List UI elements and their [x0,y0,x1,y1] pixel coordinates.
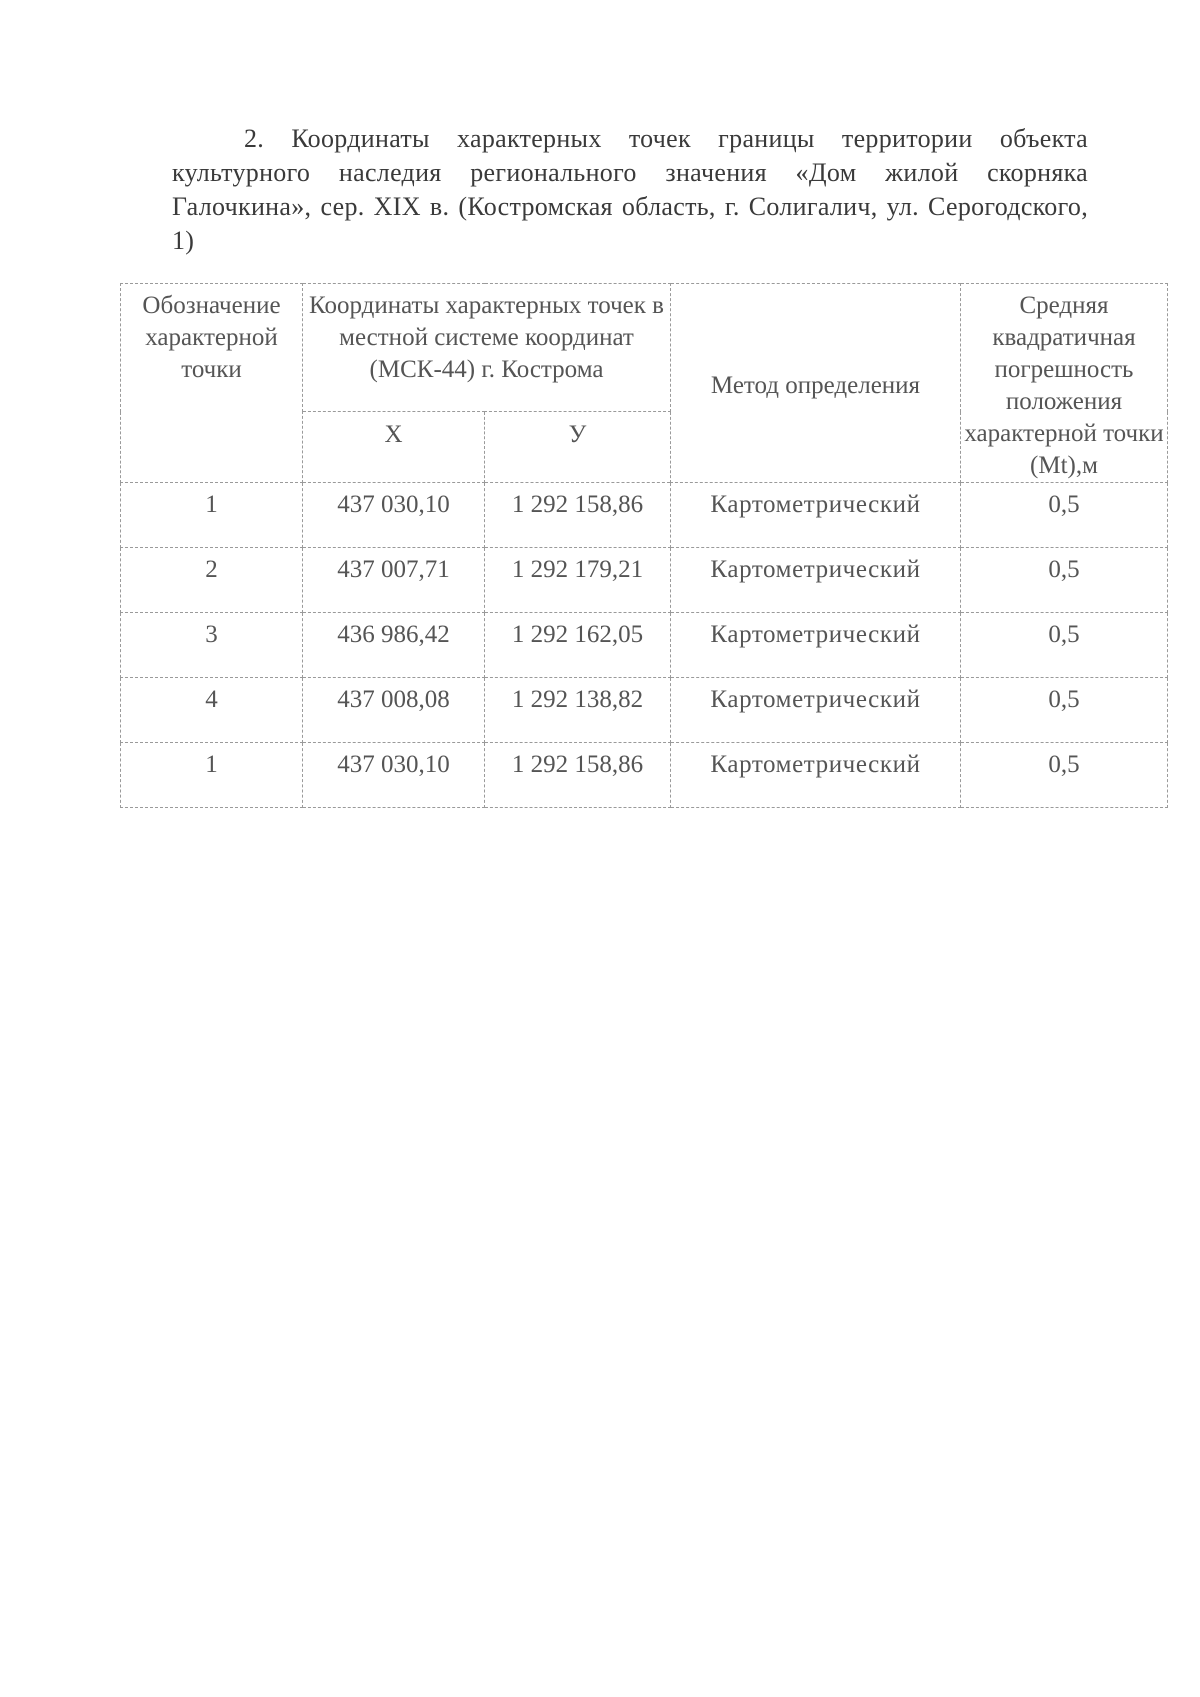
cell-accuracy: 0,5 [961,548,1168,613]
table-row [121,483,1168,548]
table-row [121,743,1168,808]
cell-y: 1 292 179,21 [485,548,671,613]
cell-x: 437 008,08 [303,678,485,743]
cell-method: Картометрический [671,483,961,548]
cell-accuracy: 0,5 [961,483,1168,548]
header-accuracy: Средняя квадратичная погрешность положения характерной точки (Mt),м [961,284,1168,483]
intro-text: 2. Координаты характерных точек границы территории объекта культурного наследия регионального значения «Дом жилой скорняка Галочкина», сер. XIX в. (Костромская область, г. Солигалич, ул. Серогодского, 1) [172,124,1088,255]
cell-y: 1 292 158,86 [485,483,671,548]
cell-x: 437 030,10 [303,483,485,548]
cell-point: 4 [121,678,303,743]
cell-method: Картометрический [671,548,961,613]
cell-accuracy: 0,5 [961,678,1168,743]
coordinates-table [120,283,1168,808]
cell-point: 2 [121,548,303,613]
cell-accuracy: 0,5 [961,743,1168,808]
table-row [121,548,1168,613]
table-row [121,613,1168,678]
cell-point: 1 [121,743,303,808]
header-point: Обозначение характерной точки [121,284,303,483]
cell-point: 3 [121,613,303,678]
cell-method: Картометрический [671,743,961,808]
table-row [121,678,1168,743]
cell-point: 1 [121,483,303,548]
intro-paragraph [172,122,1088,258]
cell-y: 1 292 138,82 [485,678,671,743]
header-x: X [303,412,485,483]
cell-x: 437 007,71 [303,548,485,613]
cell-method: Картометрический [671,613,961,678]
header-method: Метод определения [671,284,961,483]
cell-x: 437 030,10 [303,743,485,808]
cell-y: 1 292 162,05 [485,613,671,678]
cell-y: 1 292 158,86 [485,743,671,808]
header-y: У [485,412,671,483]
cell-method: Картометрический [671,678,961,743]
cell-accuracy: 0,5 [961,613,1168,678]
header-coords: Координаты характерных точек в местной системе координат (МСК-44) г. Кострома [303,284,671,412]
cell-x: 436 986,42 [303,613,485,678]
